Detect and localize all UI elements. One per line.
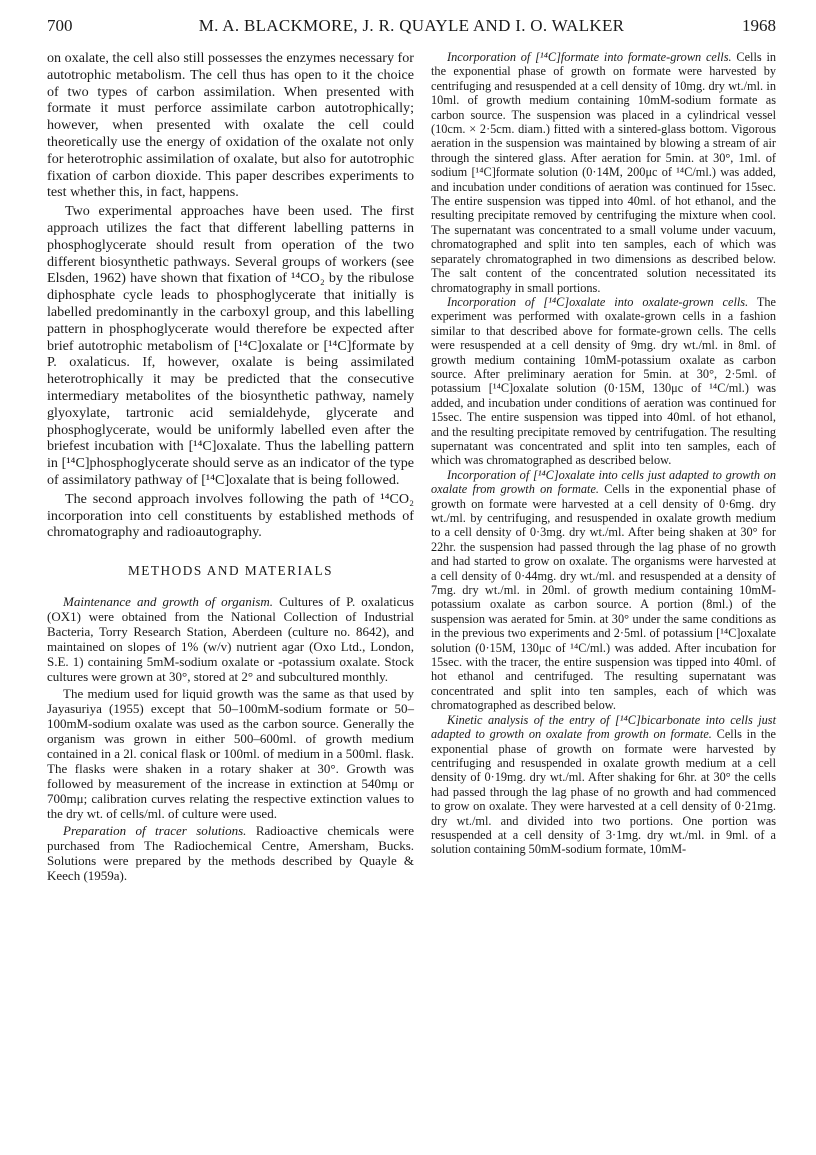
second-approach-paragraph: The second approach involves following the path of ¹⁴CO₂ incorporation into cell constituents by established methods of chromatography and radioautography. — [47, 490, 414, 541]
tracer-paragraph — [47, 823, 414, 883]
journal-year: 1968 — [742, 16, 776, 35]
formate-text: Cells in the exponential phase of growth on formate were harvested by centrifuging and resuspended at a cell density of 10mg. dry wt./ml. in 10ml. of growth medium containing 10mM-sodium formate as carbon source. The suspension was placed in a cylindrical vessel (10cm. × 2·5cm. diam.) fitted with a sintered-glass bottom. Vigorous aeration in the suspension was maintained by blowing a stream of air through the sintered glass. After aeration for 5min. at 30°, 1ml. of sodium [¹⁴C]formate solution (0·14M, 200μc of ¹⁴C/ml.) was added, and incubation under conditions of aeration was continued for 15sec. The entire suspension was tipped into 40ml. of hot ethanol, and the resulting precipitate removed by centrifuging the mixture when cool. The supernatant was concentrated to a small volume under vacuum, chromatographed and split into ten samples, each of which was separately chromatographed in two dimensions as described below. The salt content of the concentrated solution necessitated its chromatography in small portions. — [431, 50, 777, 295]
maintenance-paragraph — [47, 594, 414, 684]
section-heading: METHODS AND MATERIALS — [127, 563, 334, 579]
formate-title: Incorporation of [¹⁴C]formate into formate-grown cells. — [447, 50, 732, 64]
kinetic-text: Cells in the exponential phase of growth on formate were harvested by centrifuging and resuspended in oxalate growth medium at a cell density of 0·19mg. dry wt./ml. After shaking for 6hr. at 30° the cells had passed through the lag phase of no growth and had commenced to grow on oxalate. They were harvested at a cell density of 0·21mg. dry wt./ml. and divided into two portions. One portion was resuspended at a cell density of 3·1mg. dry wt./ml. in 9ml. of a solution containing 50mM-sodium formate, 10mM- — [431, 727, 777, 857]
approaches-paragraph: Two experimental approaches have been used. The first approach utilizes the fact that different labelling patterns in phosphoglycerate should result from operation of the two different biosynthetic pathways. Several groups of workers (see Elsden, 1962) have shown that fixation of ¹⁴CO₂ by the ribulose diphosphate cycle leads to phosphoglycerate that initially is labelled predominantly in the carboxyl group, and this labelling pattern in phosphoglycerate would therefore be expected after brief autotrophic metabolism of [¹⁴C]oxalate or [¹⁴C]formate by P. oxalaticus. If, however, oxalate is being assimilated heterotrophically it may be predicted that the consecutive intermediary metabolites of the biosynthetic pathway, namely glyoxylate, tartronic acid semialdehyde, glycerate and phosphoglycerate, would be uniformly labelled even after the briefest incubation with [¹⁴C]oxalate. Thus the labelling pattern in [¹⁴C]phosphoglycerate should serve as an indicator of the type of assimilatory pathway of [¹⁴C]oxalate that is being followed. — [47, 203, 414, 488]
formate-paragraph — [431, 50, 776, 295]
running-authors: M. A. BLACKMORE, J. R. QUAYLE AND I. O. WALKER — [198, 16, 625, 35]
intro-paragraph: on oxalate, the cell also still possesses the enzymes necessary for autotrophic metabolism. The cell thus has open to it the choice of two types of carbon assimilation. When presented with formate it must perforce assimilate carbon autotrophically; however, when presented with oxalate the cell could theoretically use the energy of oxidation of the oxalate not only for heterotrophic assimilation of oxalate, but also for autotrophic fixation of carbon dioxide. This paper describes experiments to test whether this, in fact, happens. — [47, 50, 414, 201]
medium-paragraph: The medium used for liquid growth was the same as that used by Jayasuriya (1955) except that 50–100mM-sodium formate or 50–100mM-sodium oxalate was used as the carbon source. Generally the organism was grown in either 500–600ml. of growth medium contained in a 2l. conical flask or 100ml. of medium in a 500ml. flask. The flasks were shaken in a rotary shaker at 30°. Growth was followed by measurement of the increase in extinction at 540mμ or 700mμ; calibration curves relating the respective extinction values to the dry wt. of cells/ml. of culture were used. — [47, 685, 414, 821]
oxalate-text: The experiment was performed with oxalate-grown cells in a fashion similar to that described above for formate-grown cells. The cells were resuspended at a cell density of 9mg. dry wt./ml. in 8ml. of growth medium containing 10mM-potassium oxalate as carbon source. After preliminary aeration for 5min. at 30°, 2·5ml. of potassium [¹⁴C]oxalate solution (0·15M, 130μc of ¹⁴C/ml.) was added, and incubation under conditions of aeration was continued for 15sec. The entire suspension was tipped into 40ml. of hot ethanol, and the resulting precipitate removed by centrifugation. The resulting supernatant was concentrated and split into ten samples, each of which was chromatographed as described below. — [431, 294, 776, 468]
maintenance-text: Cultures of P. oxalaticus (OX1) were obtained from the National Collection of Industrial Bacteria, Torry Research Station, Aberdeen (culture no. 8642), and maintained on slopes of 1% (w/v) nutrient agar (Oxo Ltd., London, S.E. 1) containing 5mM-sodium oxalate or -potassium oxalate. Stock cultures were grown at 30°, stored at 2° and subcultured monthly. — [47, 593, 414, 684]
adapted-paragraph — [431, 468, 776, 713]
maintenance-title: Maintenance and growth of organism. — [63, 593, 274, 609]
oxalate-title: Incorporation of [¹⁴C]oxalate into oxalate-grown cells. — [447, 294, 749, 309]
tracer-text: Radioactive chemicals were purchased from The Radiochemical Centre, Amersham, Bucks. Solutions were prepared by the methods described by Quayle & Keech (1959a). — [47, 822, 415, 883]
adapted-title: Incorporation of [¹⁴C]oxalate into cells just adapted to growth on oxalate from growth on formate. — [431, 467, 776, 497]
kinetic-paragraph — [431, 713, 776, 857]
oxalate-paragraph — [431, 295, 776, 468]
kinetic-title: Kinetic analysis of the entry of [¹⁴C]bicarbonate into cells just adapted to growth on oxalate from growth on formate. — [431, 712, 776, 742]
adapted-text: Cells in the exponential phase of growth on formate were harvested at a cell density of 0·6mg. dry wt./ml. by centrifuging, and resuspended in oxalate growth medium to a cell density of 0·3mg. dry wt./ml. After being shaken at 30° for 22hr. the suspension had passed through the lag phase of no growth and had started to grow on oxalate. The organisms were harvested at a cell density of 0·44mg. dry wt./ml. and resuspended at a density of 7mg. dry wt./ml. in 20ml. of growth medium containing 10mM-potassium oxalate as carbon source. A portion (8ml.) of the suspension was aerated for 5min. at 30° under the same conditions as in the previous two experiments and 2·5ml. of potassium [¹⁴C]oxalate solution (0·15M, 130μc of ¹⁴C/ml.) was added. After incubation for 15sec. with the tracer, the entire suspension was tipped into 40ml. of hot ethanol and centrifuged. The resulting supernatant was concentrated and split into ten samples, each of which was chromatographed as described below. — [431, 482, 776, 713]
running-header — [47, 16, 776, 40]
left-column — [47, 50, 414, 883]
methods-section — [47, 594, 414, 883]
tracer-title: Preparation of tracer solutions. — [63, 822, 247, 838]
right-column — [431, 50, 776, 857]
page-number: 700 — [47, 16, 73, 35]
